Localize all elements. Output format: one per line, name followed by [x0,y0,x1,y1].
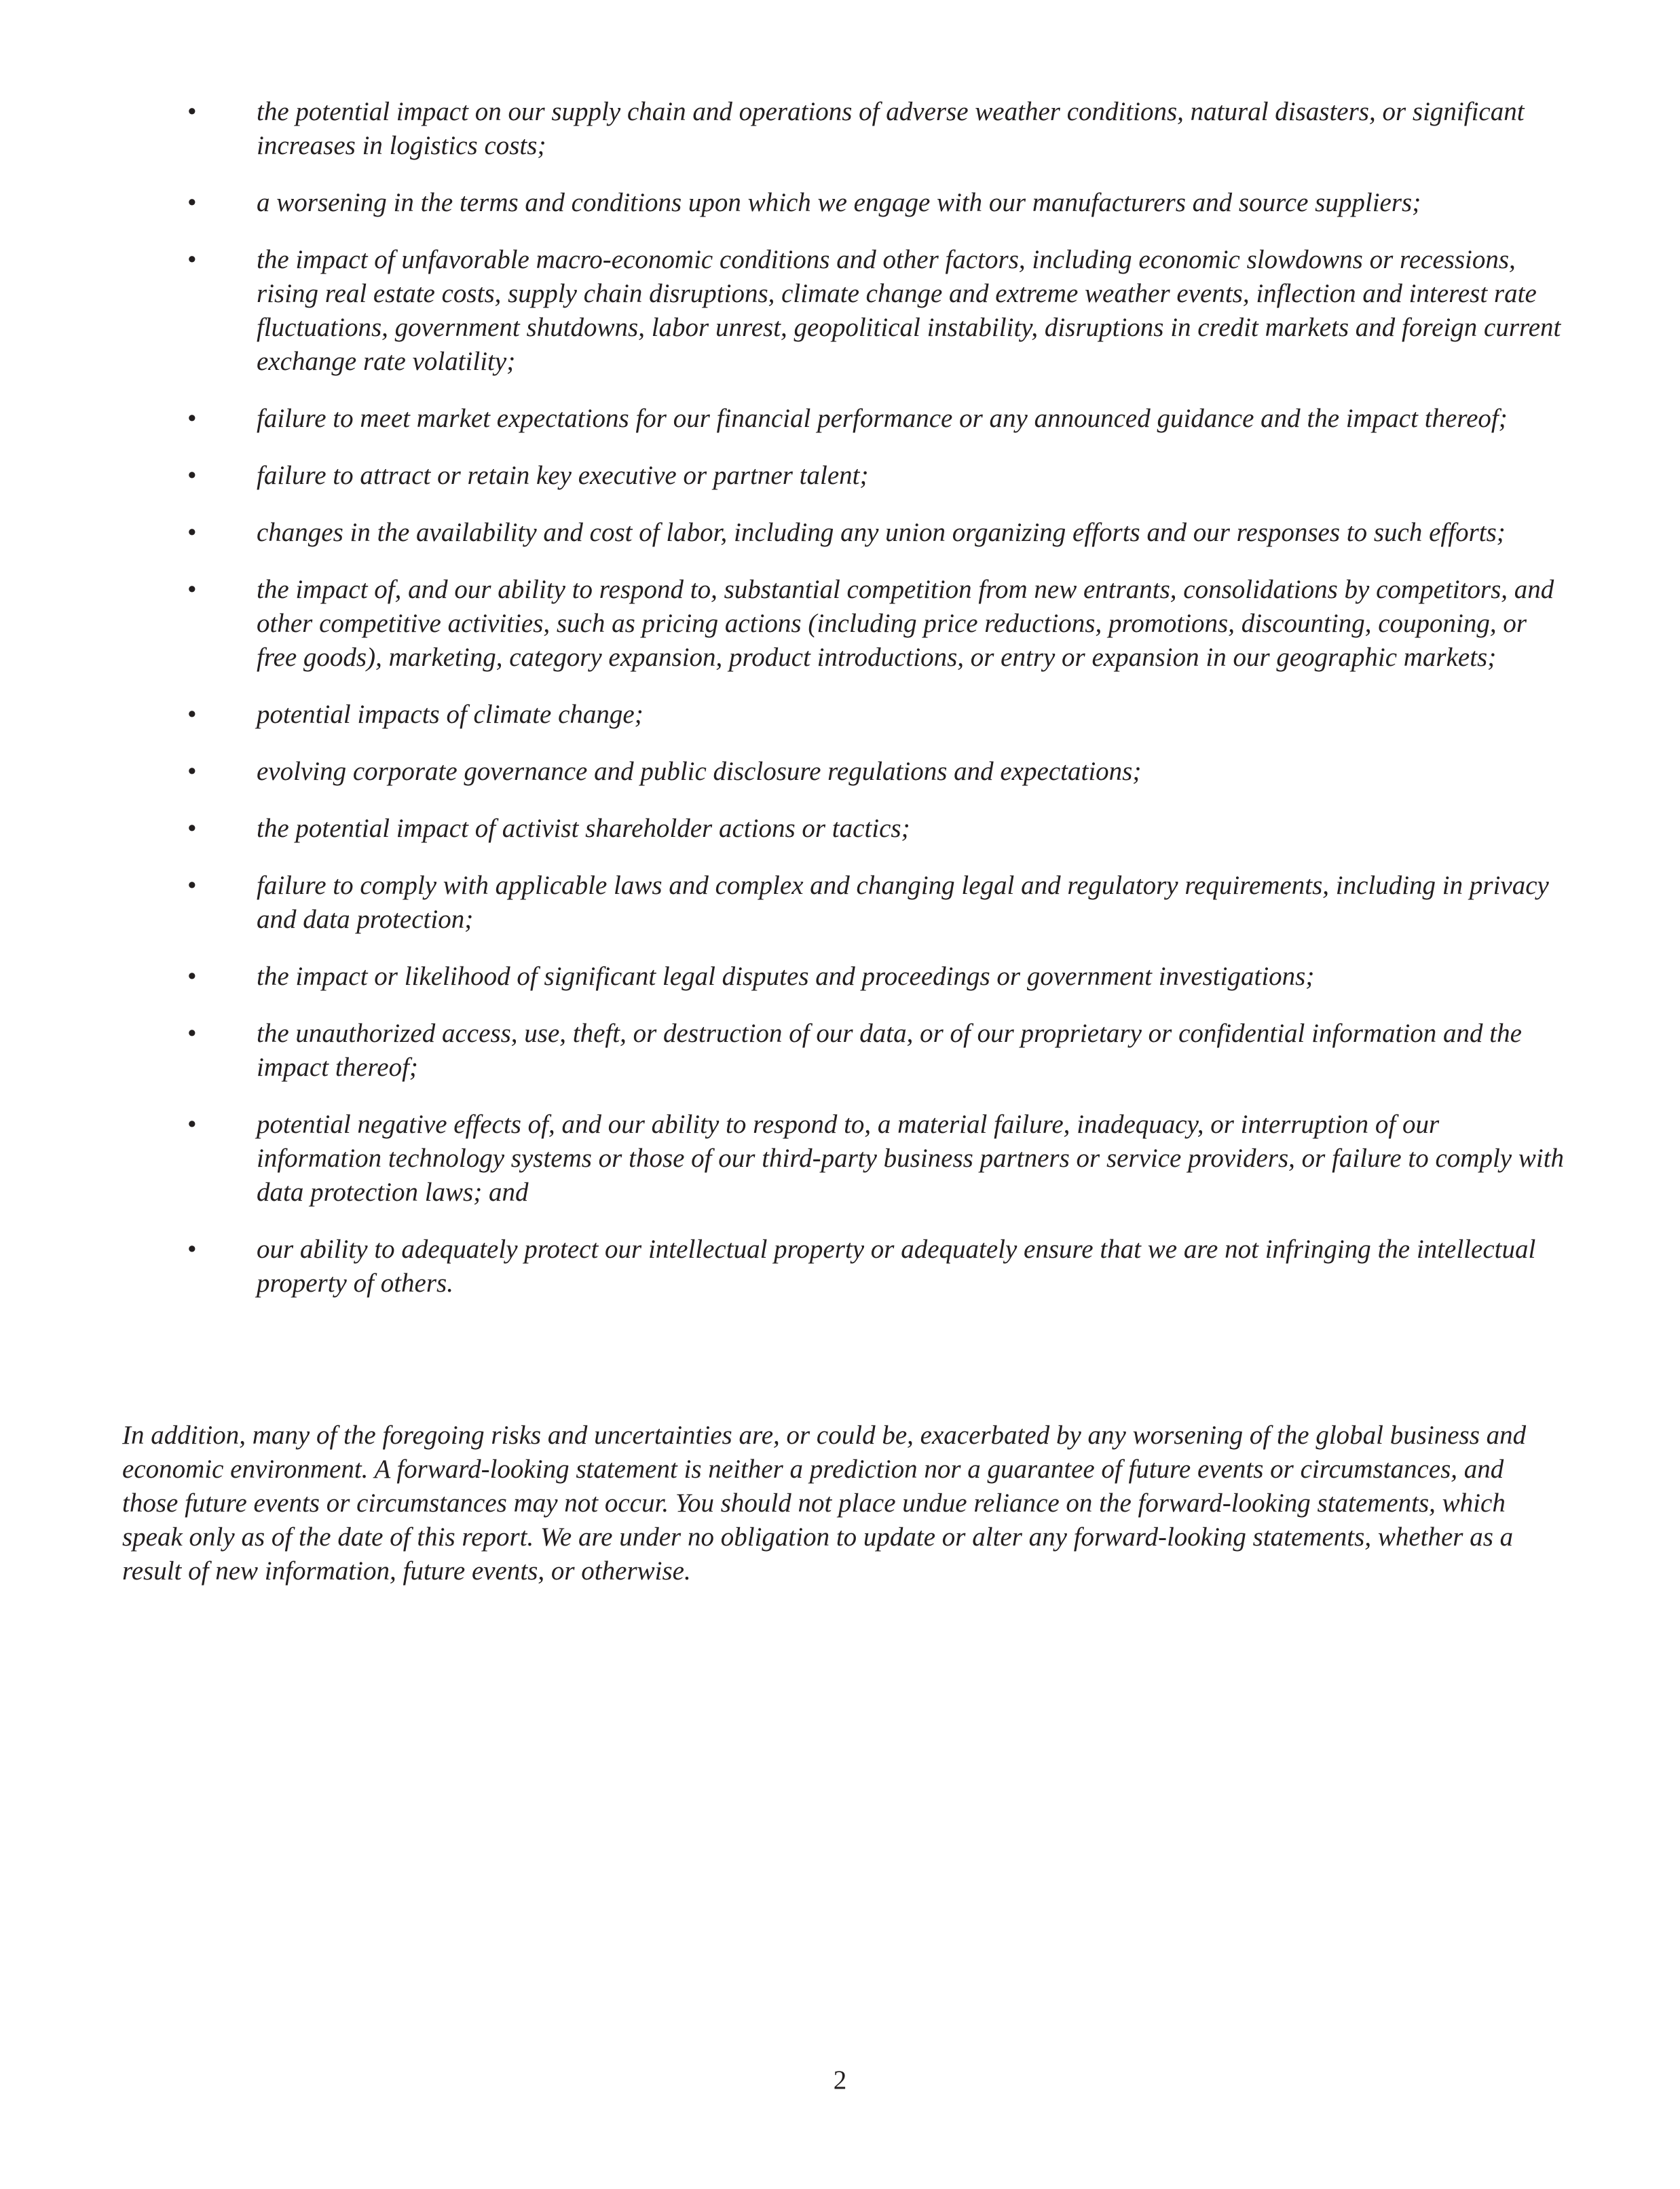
list-item-text: the impact of, and our ability to respond to, substantial competition from new entrants, consolidations by competitors, and other competitive activities, such as pricing actions (including price reductions, promotions, discounting, couponing, or free goods), marketing, category expansion, product introductions, or entry or expansion in our geographic markets; [257,575,1554,672]
page-number: 2 [833,2065,847,2095]
list-item-text: changes in the availability and cost of labor, including any union organizing efforts and our responses to such efforts; [257,518,1506,547]
list-item [0,1233,1680,1301]
list-item-text: failure to attract or retain key executive or partner talent; [257,461,869,490]
list-item-text: potential impacts of climate change; [257,700,643,729]
bullet-marker: • [187,404,197,433]
bullet-marker: • [187,1110,197,1139]
list-item [0,869,1680,937]
list-item [0,516,1680,550]
bullet-marker: • [187,461,197,490]
bullet-marker: • [187,518,197,547]
list-item [0,573,1680,675]
list-item [0,1108,1680,1210]
bullet-marker: • [187,575,197,604]
list-item [0,95,1680,163]
bullet-marker: • [187,814,197,843]
list-item [0,402,1680,436]
list-item-text: failure to comply with applicable laws and complex and changing legal and regulatory requirements, including in privacy and data protection; [257,871,1549,934]
bullet-marker: • [187,871,197,900]
list-item-text: potential negative effects of, and our ability to respond to, a material failure, inadequacy, or interruption of our information technology systems or those of our third-party business partners or service providers, or failure to comply with data protection laws; and [257,1110,1565,1207]
list-item-text: failure to meet market expectations for our financial performance or any announced guidance and the impact thereof; [257,404,1508,433]
list-item-text: the unauthorized access, use, theft, or destruction of our data, or of our proprietary or confidential information and the impact thereof; [257,1019,1522,1082]
list-item [0,186,1680,220]
list-item [0,755,1680,789]
list-item [0,812,1680,846]
list-item-text: evolving corporate governance and public disclosure regulations and expectations; [257,757,1142,786]
list-item [0,698,1680,732]
bullet-marker: • [187,188,197,217]
bullet-marker: • [187,700,197,729]
list-item-text: a worsening in the terms and conditions upon which we engage with our manufacturers and source suppliers; [257,188,1421,217]
list-item [0,243,1680,379]
list-item [0,1017,1680,1085]
bullet-marker: • [187,245,197,274]
list-item-text: the potential impact on our supply chain and operations of adverse weather conditions, natural disasters, or significant increases in logistics costs; [257,97,1525,160]
risk-factor-list [0,95,1680,1324]
bullet-marker: • [187,962,197,991]
closing-paragraph: In addition, many of the foregoing risks and uncertainties are, or could be, exacerbated by any worsening of the global business and economic environment. A forward-looking statement is neither a prediction nor a guarantee of future events or circumstances, and those future events or circumstances may not occur. You should not place undue reliance on the forward-looking statements, which speak only as of the date of this report. We are under no obligation to update or alter any forward-looking statements, whether as a result of new information, future events, or otherwise. [122,1421,1527,1586]
bullet-marker: • [187,1235,197,1264]
list-item [0,459,1680,493]
list-item-text: the potential impact of activist shareholder actions or tactics; [257,814,910,843]
list-item-text: the impact or likelihood of significant legal disputes and proceedings or government investigations; [257,962,1315,991]
list-item [0,960,1680,994]
bullet-marker: • [187,1019,197,1048]
list-item-text: our ability to adequately protect our intellectual property or adequately ensure that we are not infringing the intellectual property of others. [257,1235,1536,1298]
bullet-marker: • [187,757,197,786]
bullet-marker: • [187,97,197,126]
list-item-text: the impact of unfavorable macro-economic conditions and other factors, including economic slowdowns or recessions, rising real estate costs, supply chain disruptions, climate change and extreme weather events, inflection and interest rate fluctuations, government shutdowns, labor unrest, geopolitical instability, disruptions in credit markets and foreign current exchange rate volatility; [257,245,1561,376]
